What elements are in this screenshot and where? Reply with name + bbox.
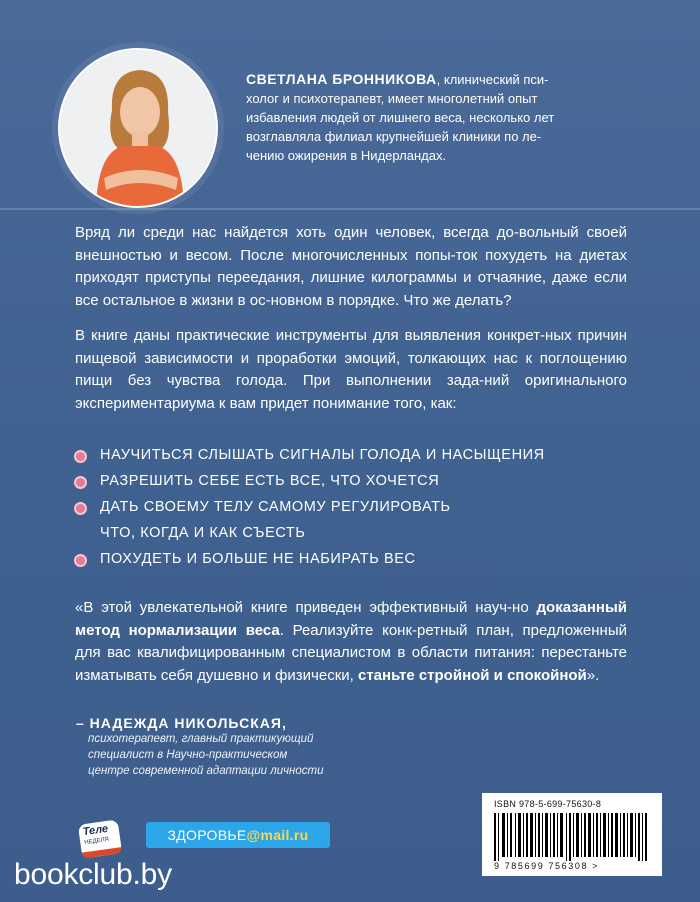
zdorovie-logo-text: ЗДОРОВЬЕ — [167, 827, 247, 843]
author-bio-line-1: , клинический пси- — [436, 72, 549, 87]
author-bio-line-4: возглавляла филиал крупнейшей клиники по ле- — [246, 129, 542, 144]
list-item-text: РАЗРЕШИТЬ СЕБЕ ЕСТЬ ВСЕ, ЧТО ХОЧЕТСЯ — [100, 473, 440, 489]
reviewer-role-line-3: центре современной адаптации личности — [88, 765, 324, 777]
tele-nedelya-logo — [78, 819, 122, 858]
tele-logo-bottom-text: НЕДЕЛЯ — [84, 836, 110, 847]
list-item — [70, 494, 650, 546]
list-item-text: НАУЧИТЬСЯ СЛЫШАТЬ СИГНАЛЫ ГОЛОДА И НАСЫЩЕНИЯ — [100, 447, 545, 463]
tele-logo-stripe — [82, 847, 122, 859]
author-portrait-illustration — [60, 50, 216, 206]
bullet-dot-icon — [74, 476, 87, 489]
intro-paragraph: Вряд ли среди нас найдется хоть один человек, всегда до-вольный своей внешностью и весом. После многочисленных попы-ток похудеть на диетах приходят приступы переедания, лишние килограммы и отчаяние, даже если все остальное в жизни в ос-новном в порядке. Что же делать? — [75, 224, 627, 309]
author-name: СВЕТЛАНА БРОННИКОВА — [246, 71, 437, 87]
quote-highlight-2: станьте стройной и спокойной — [357, 666, 587, 684]
list-item-text: ДАТЬ СВОЕМУ ТЕЛУ САМОМУ РЕГУЛИРОВАТЬ — [100, 499, 451, 515]
quote-part-2: . Реализуйте конк-ретный план, предложенный для вас квалифицированным специалистом в области питания: перестаньте изматывать себя душевно и физически, — [75, 621, 627, 684]
bookclub-watermark: bookclub.by — [14, 858, 172, 891]
list-item-text: ПОХУДЕТЬ И БОЛЬШЕ НЕ НАБИРАТЬ ВЕС — [100, 551, 416, 567]
author-bio-line-5: чению ожирения в Нидерландах. — [246, 148, 447, 163]
barcode-icon — [494, 813, 650, 861]
benefits-list — [70, 442, 650, 572]
quote-signature — [76, 715, 416, 779]
section-divider — [0, 208, 700, 210]
list-item — [70, 442, 650, 468]
zdorovie-mail-logo — [146, 822, 330, 848]
reviewer-role-line-1: психотерапевт, главный практикующий — [88, 733, 314, 745]
author-photo — [58, 48, 218, 208]
zdorovie-logo-mail: @mail.ru — [246, 827, 309, 843]
review-quote — [75, 597, 627, 687]
barcode-number: 9 785699 756308 > — [494, 861, 600, 871]
book-description-paragraph: В книге даны практические инструменты для выявления конкрет-ных причин пищевой зависимости и проработки эмоций, толкающих нас к поглощению пищи без чувства голода. При выполнении зада-ний оригинального экспериментариума к вам придет понимание того, как: — [75, 327, 627, 412]
bullet-dot-icon — [74, 502, 87, 515]
bullet-dot-icon — [74, 554, 87, 567]
quote-highlight-1: доказанный метод нормализации веса — [75, 599, 627, 639]
author-bio — [246, 70, 656, 165]
quote-part-3: ». — [586, 666, 600, 684]
list-item — [70, 468, 650, 494]
reviewer-role — [76, 731, 416, 779]
bullet-dot-icon — [74, 450, 87, 463]
quote-part-1: «В этой увлекательной книге приведен эффективный науч-но — [75, 599, 537, 616]
list-item — [70, 546, 650, 572]
isbn-text: ISBN 978-5-699-75630-8 — [494, 799, 602, 809]
reviewer-name: – НАДЕЖДА НИКОЛЬСКАЯ, — [76, 715, 287, 731]
isbn-barcode-box — [482, 793, 662, 876]
tele-logo-top-text: Теле — [82, 822, 109, 839]
list-item-text-line-2: ЧТО, КОГДА И КАК СЪЕСТЬ — [100, 525, 306, 541]
reviewer-role-line-2: специалист в Научно-практическом — [88, 749, 288, 761]
author-bio-line-3: избавления людей от лишнего веса, несколько лет — [246, 110, 555, 125]
author-bio-line-2: холог и психотерапевт, имеет многолетний опыт — [246, 91, 538, 106]
